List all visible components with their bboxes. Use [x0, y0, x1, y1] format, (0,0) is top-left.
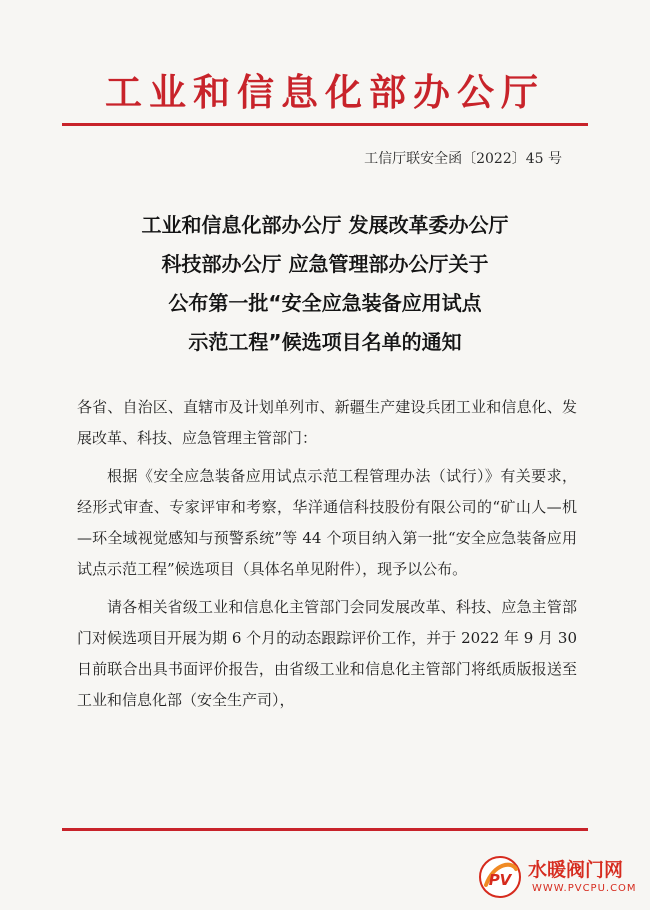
- addressee-paragraph: 各省、自治区、直辖市及计划单列市、新疆生产建设兵团工业和信息化、发展改革、科技、应急管理主管部门：: [77, 398, 577, 447]
- logo-mark-letters: PV: [488, 871, 512, 889]
- notice-body: [77, 392, 577, 716]
- title-line: 工业和信息化部办公厅 发展改革委办公厅: [141, 213, 509, 237]
- watermark-logo: [478, 855, 650, 910]
- watermark-site-name: 水暖阀门网: [528, 859, 624, 881]
- footer-red-rule: [62, 828, 588, 831]
- title-line: 科技部办公厅 应急管理部办公厅关于: [161, 252, 489, 276]
- notice-title: [0, 206, 650, 362]
- title-line: 公布第一批“安全应急装备应用试点: [168, 291, 482, 315]
- watermark-site-url: WWW.PVCPU.COM: [532, 883, 637, 894]
- letterhead-red-rule: [62, 123, 588, 126]
- pv-logo-icon: [478, 855, 522, 899]
- body-paragraph: 根据《安全应急装备应用试点示范工程管理办法（试行）》有关要求，经形式审查、专家评审和考察，华洋通信科技股份有限公司的“矿山人—机—环全域视觉感知与预警系统”等 44 个项目纳入第一批“安全应急装备应用试点示范工程”候选项目（具体名单见附件），现予以公布。: [77, 467, 577, 578]
- body-paragraph: 请各相关省级工业和信息化主管部门会同发展改革、科技、应急主管部门对候选项目开展为期 6 个月的动态跟踪评价工作，并于 2022 年 9 月 30 日前联合出具书面评价报告，由省级工业和信息化主管部门将纸质版报送至工业和信息化部（安全生产司），: [77, 598, 577, 709]
- document-number: 工信厅联安全函〔2022〕45 号: [364, 151, 562, 167]
- title-line: 示范工程”候选项目名单的通知: [188, 330, 462, 354]
- letterhead-title: 工业和信息化部办公厅: [105, 71, 545, 114]
